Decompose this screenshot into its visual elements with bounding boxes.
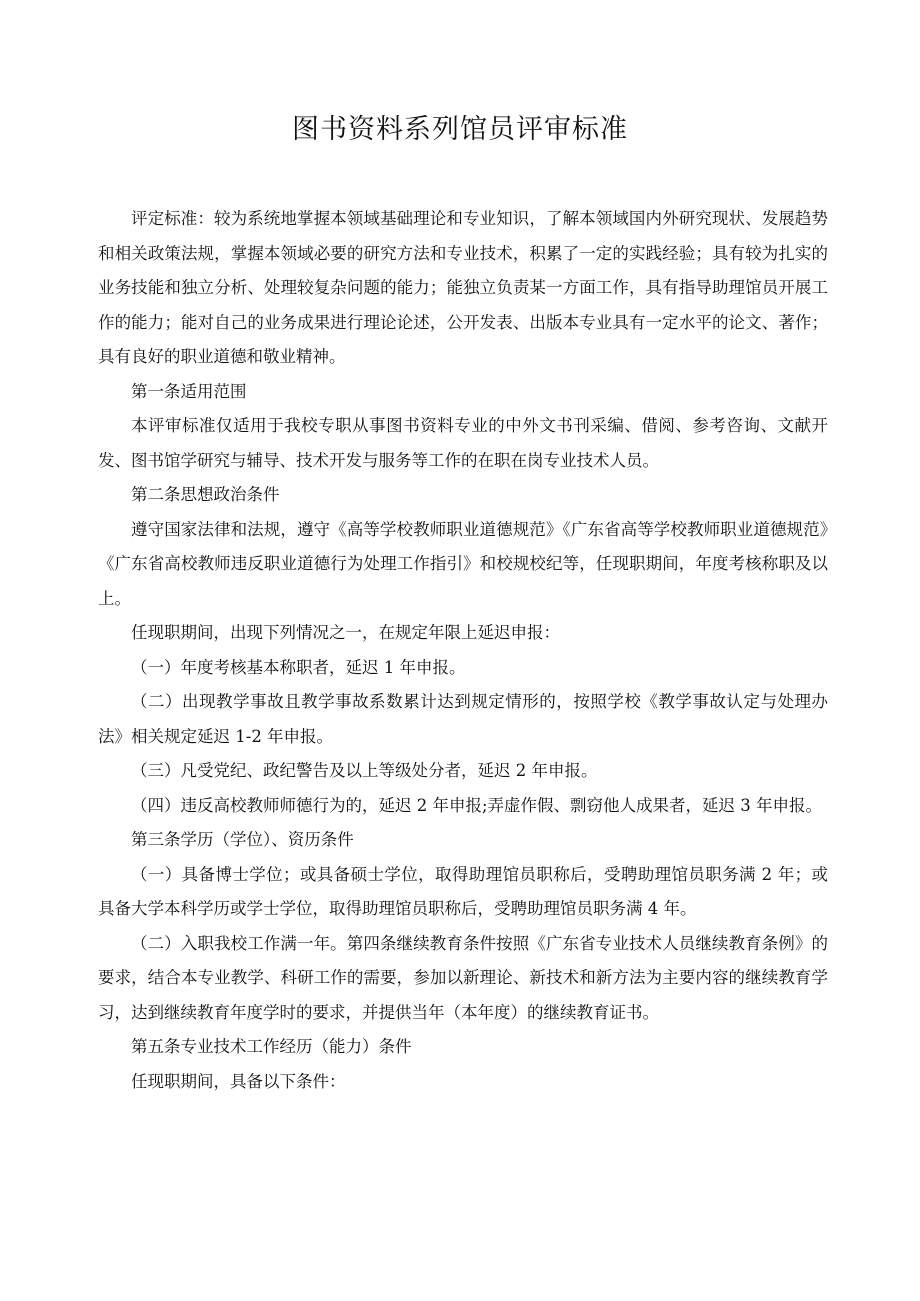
paragraph-delay-intro: 任现职期间，出现下列情况之一，在规定年限上延迟申报： (131, 623, 560, 642)
list-item-delay-2: （二）出现教学事故且教学事故系数累计达到规定情形的，按照学校《教学事故认定与处理办法》相关规定延迟 1-2 年申报。 (98, 692, 828, 746)
heading-article-1: 第一条适用范围 (131, 381, 247, 401)
list-item-delay-1: （一）年度考核基本称职者，延迟 1 年申报。 (131, 657, 466, 677)
heading-article-2: 第二条思想政治条件 (131, 485, 280, 504)
paragraph-evaluation-standard: 评定标准：较为系统地掌握本领域基础理论和专业知识，了解本领域国内外研究现状、发展趋势和相关政策法规，掌握本领域必要的研究方法和专业技术，积累了一定的实践经验；具有较为扎实的业务技能和独立分析、处理较复杂问题的能力；能独立负责某一方面工作，具有指导助理馆员开展工作的能力；能对自己的业务成果进行理论论述，公开发表、出版本专业具有一定水平的论文、著作；具有良好的职业道德和敬业精神。 (98, 209, 828, 366)
heading-article-3: 第三条学历（学位）、资历条件 (131, 830, 354, 849)
paragraph-political-conditions: 遵守国家法律和法规，遵守《高等学校教师职业道德规范》《广东省高等学校教师职业道德规范》《广东省高校教师违反职业道德行为处理工作指引》和校规校纪等，任现职期间，年度考核称职及以上。 (98, 519, 828, 608)
list-item-qualification-1: （一）具备博士学位；或具备硕士学位，取得助理馆员职称后，受聘助理馆员职务满 2 年；或具备大学本科学历或学士学位，取得助理馆员职称后，受聘助理馆员职务满 4 年。 (98, 864, 828, 918)
list-item-delay-4: （四）违反高校教师师德行为的，延迟 2 年申报;弄虚作假、剽窃他人成果者，延迟 3 年申报。 (131, 795, 823, 815)
document-title: 图书资料系列馆员评审标准 (292, 114, 628, 145)
paragraph-work-experience-intro: 任现职期间，具备以下条件： (131, 1071, 346, 1091)
list-item-delay-3: （三）凡受党纪、政纪警告及以上等级处分者，延迟 2 年申报。 (131, 761, 598, 780)
list-item-qualification-2: （二）入职我校工作满一年。第四条继续教育条件按照《广东省专业技术人员继续教育条例》的要求，结合本专业教学、科研工作的需要，参加以新理论、新技术和新方法为主要内容的继续教育学习，达到继续教育年度学时的要求，并提供当年（本年度）的继续教育证书。 (98, 933, 828, 1022)
document-body (98, 202, 828, 1099)
paragraph-scope: 本评审标准仅适用于我校专职从事图书资料专业的中外文书刊采编、借阅、参考咨询、文献开发、图书馆学研究与辅导、技术开发与服务等工作的在职在岗专业技术人员。 (98, 416, 828, 470)
heading-article-5: 第五条专业技术工作经历（能力）条件 (131, 1037, 412, 1056)
